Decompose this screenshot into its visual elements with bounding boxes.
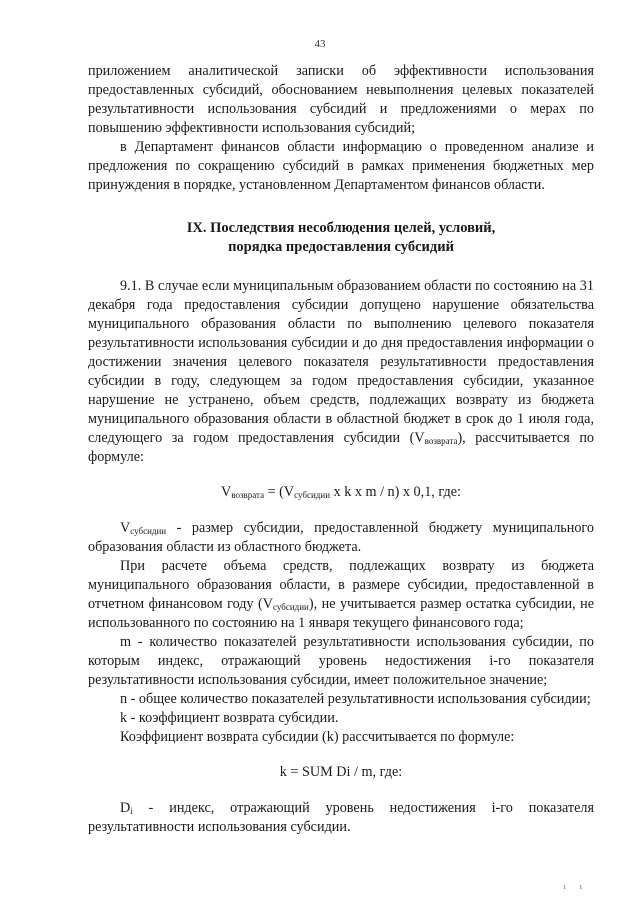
formula1-lhs-sub: возврата	[231, 490, 265, 500]
section-heading-line2: порядка предоставления субсидий	[228, 239, 454, 255]
formula-return-volume	[88, 483, 594, 502]
calc-sub: субсидии	[273, 602, 309, 612]
calculation-note	[88, 557, 594, 633]
definition-n: n - общее количество показателей результативности использования субсидии;	[120, 691, 591, 707]
def-v-text: - размер субсидии, предоставленной бюджету муниципального образования области из областного бюджета.	[88, 520, 594, 555]
formula1-rhs: x k x m / n) x 0,1, где:	[330, 484, 461, 500]
definition-di	[88, 799, 594, 837]
def-di-text: - индекс, отражающий уровень недостижения i-го показателя результативности использования субсидии.	[88, 800, 594, 835]
definition-m: m - количество показателей результативности использования субсидии, по которым индекс, отражающий уровень недостижения i-го показателя результативности использования субсидии, имеет положительное значение;	[88, 634, 594, 688]
paragraph-9-1	[88, 277, 594, 467]
continuation-paragraph: приложением аналитической записки об эффективности использования предоставленных субсидий, обоснованием невыполнения целевых показателей результативности использования субсидий и предложениями о мерах по повышению эффективности использования субсидий;	[88, 63, 594, 136]
def-di-sub: i	[130, 806, 133, 816]
paragraph-9-1-sub: возврата	[424, 436, 458, 446]
definition-k: k - коэффициент возврата субсидии.	[120, 710, 339, 726]
paragraph-9-1-end: ), рассчитывается по формуле:	[88, 430, 595, 465]
def-v-sub: субсидии	[130, 526, 167, 536]
calc-end: ), не учитывается размер остатка субсидии, не использованного по состоянию на 1 января текущего финансового года;	[88, 596, 594, 631]
definition-v-subsidy	[88, 519, 594, 557]
formula1-mid-sub: субсидии	[294, 490, 331, 500]
formula1-lhs: V	[221, 484, 232, 500]
section-heading	[88, 219, 594, 257]
corner-mark: ı ı	[563, 882, 588, 891]
document-body	[88, 62, 594, 837]
formula-k: k = SUM Di / m, где:	[279, 764, 403, 780]
department-paragraph: в Департамент финансов области информацию о проведенном анализе и предложения по сокращению субсидий в рамках применения бюджетных мер принуждения в порядке, установленном Департаментом финансов области.	[88, 139, 594, 193]
def-v-sym: V	[120, 520, 131, 536]
section-heading-line1: IX. Последствия несоблюдения целей, условий,	[186, 220, 496, 236]
k-calc-intro: Коэффициент возврата субсидии (k) рассчитывается по формуле:	[120, 729, 515, 745]
def-di-sym: D	[120, 800, 131, 816]
formula1-mid: = (V	[264, 484, 295, 500]
paragraph-9-1-text: 9.1. В случае если муниципальным образованием области по состоянию на 31 декабря года предоставления субсидии допущено нарушение обязательства муниципального образования области по выполнению целевого показателя результативности использования субсидии и до дня предоставления информации о достижении значения целевого показателя результативности предоставления субсидии в году, следующем за годом предоставления субсидии, указанное нарушение не устранено, объем средств, подлежащих возврату из бюджета муниципального образования области в областной бюджет в срок до 1 июля года, следующего за годом предоставления субсидии (V	[88, 278, 594, 446]
page-number: 43	[314, 38, 326, 50]
calc-text: При расчете объема средств, подлежащих возврату из бюджета муниципального образования области, в размере субсидии, предоставленной в отчетном финансовом году (V	[88, 558, 594, 612]
